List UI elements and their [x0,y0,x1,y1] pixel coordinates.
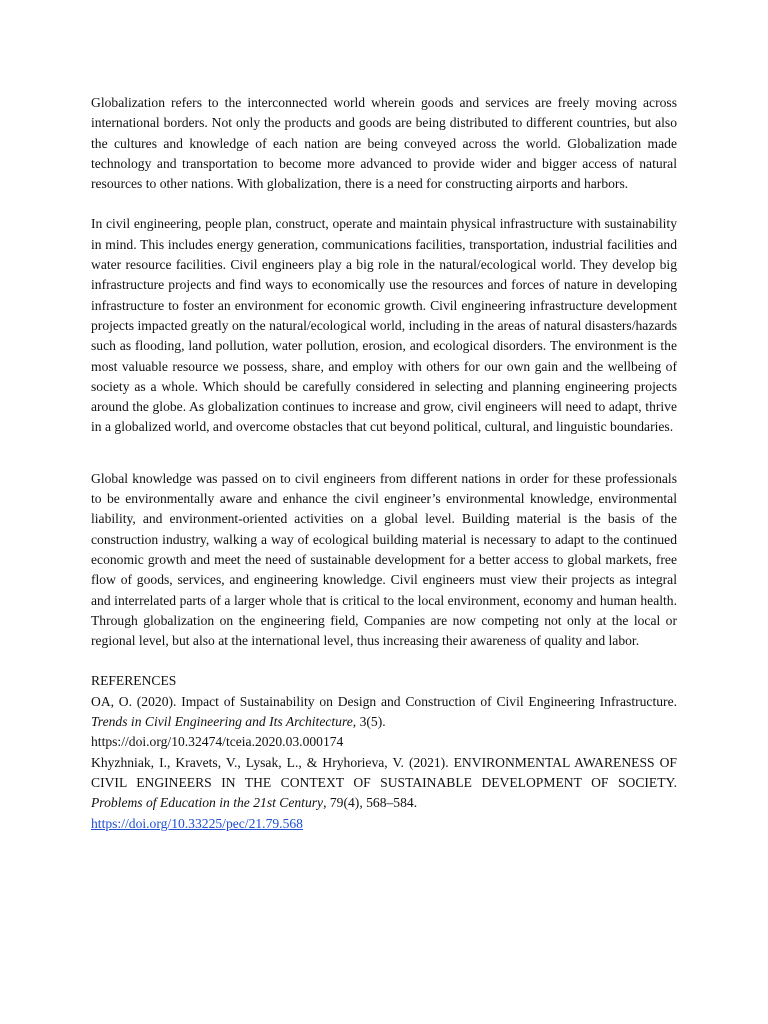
paragraph-globalization: Globalization refers to the interconnected world wherein goods and services are freely moving across international borders. Not only the products and goods are being distributed to different countries, but also the cultures and knowledge of each nation are being conveyed across the world. Globalization made technology and transportation to become more advanced to provide wider and bigger access of natural resources to other nations. With globalization, there is a need for constructing airports and harbors. [91,95,677,192]
paragraph-civil-engineering: In civil engineering, people plan, construct, operate and maintain physical infrastructure with sustainability in mind. This includes energy generation, communications facilities, transportation, industrial facilities and water resource facilities. Civil engineers play a big role in the natural/ecological world. They develop big infrastructure projects and find ways to economically use the resources and forces of nature in developing infrastructure to foster an environment for economic growth. Civil engineering infrastructure development projects impacted greatly on the natural/ecological world, including in the areas of natural disasters/hazards such as flooding, land pollution, water pollution, erosion, and ecological disorders. The environment is the most valuable resource we possess, share, and employ with others for our own gain and the wellbeing of society as a whole. Which should be carefully considered in selecting and planning engineering projects around the globe. As globalization continues to increase and grow, civil engineers will need to adapt, thrive in a globalized world, and overcome obstacles that cut beyond political, cultural, and linguistic boundaries. [91,216,677,435]
references-heading: REFERENCES [91,673,177,689]
reference-journal: Problems of Education in the 21st Century [91,795,324,811]
reference-item [91,692,677,753]
reference-doi-link[interactable]: https://doi.org/10.33225/pec/21.79.568 [91,815,303,831]
reference-volume: , 79(4), 568–584. [323,795,418,811]
reference-volume: , 3(5). [352,714,386,730]
references-section [91,671,677,833]
reference-doi: https://doi.org/10.32474/tceia.2020.03.000174 [91,734,344,750]
reference-journal: Trends in Civil Engineering and Its Architecture [91,714,353,730]
reference-authors-title: Khyzhniak, I., Kravets, V., Lysak, L., & Hryhorieva, V. (2021). ENVIRONMENTAL AWARENESS OF CIVIL ENGINEERS IN THE CONTEXT OF SUSTAINABLE DEVELOPMENT OF SOCIETY. [91,754,677,790]
reference-item [91,753,677,834]
document-page [91,93,677,834]
reference-authors-title: OA, O. (2020). Impact of Sustainability on Design and Construction of Civil Engineering Infrastructure. [91,693,677,709]
paragraph-global-knowledge: Global knowledge was passed on to civil engineers from different nations in order for these professionals to be environmentally aware and enhance the civil engineer’s environmental knowledge, environmental liability, and environment-oriented activities on a global level. Building material is the basis of the construction industry, walking a way of ecological building material is necessary to adapt to the continued economic growth and meet the need of sustainable development for a better access to global markets, free flow of goods, services, and engineering knowledge. Civil engineers must view their projects as integral and interrelated parts of a larger whole that is critical to the local environment, economy and human health. Through globalization on the engineering field, Companies are now competing not only at the local or regional level, but also at the international level, thus increasing their awareness of quality and labor. [91,470,677,649]
